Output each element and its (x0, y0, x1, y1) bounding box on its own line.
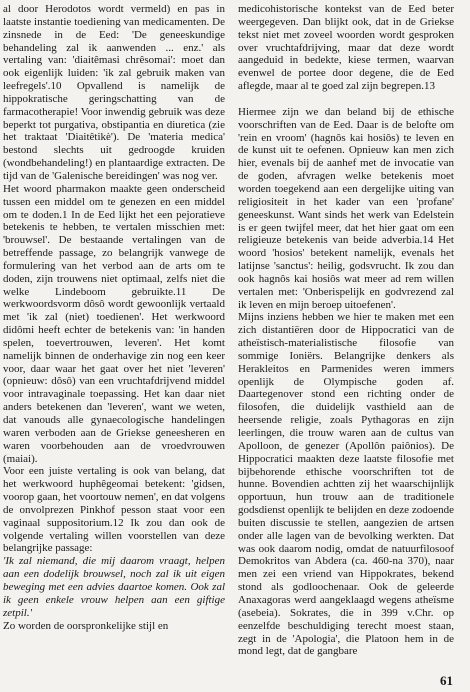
paragraph: Hiermee zijn we dan beland bij de ethische voorschriften van de Eed. Daar is de belofte om 'rein en vroom' (hagnôs kai hosiôs) te leven en de kunst uit te oefenen. Opnieuw kan men zich hier, evenals bij de aanhef met de invocatie van de goden, afvragen welke betekenis moet worden toegekend aan een dergelijke uiting van religiositeit in het kader van een 'profane' geneeskunst. Want sinds het werk van Edelstein is er geen twijfel meer, dat het hier gaat om een religieuze betekenis van beide adverbia.14 Het woord 'hosios' betekent namelijk, evenals het latijnse 'sanctus': heilig, godsvrucht. Ik zou dan ook hagnôs kai hosiôs wat meer ad rem willen vertalen met: 'Onberispelijk en godvrezend zal ik leven en mijn beroep uitoefenen'. (238, 105, 454, 311)
paragraph: Zo worden de oorspronkelijke stijl en (3, 619, 169, 632)
paragraph: al door Herodotos wordt vermeld) en pas in laatste instantie toediening van medicamenten. De zinsnede in de Eed: 'De geneeskundige behandeling zal ik aanwenden ... enz.' als vertaling van: 'diaitêmasi chrêsomai': moet dan ook eigenlijk luiden: 'ik zal gebruik maken van leefregels'.10 Opvallend is namelijk de hippokratische geringschatting van de farmacotherapie! Voor inwendig gebruik was deze beperkt tot purgativa, obstipantia en diuretica (zie het traktaat 'Diaitêtikè'). De 'materia medica' bestond slechts uit gedroogde kruiden (wondbehandeling!) en plantaardige extracten. De tijd van de 'Galenische bereidingen' was nog ver. (3, 3, 225, 182)
paragraph: Voor een juiste vertaling is ook van belang, dat het werkwoord huphêgeomai betekent: 'gidsen, voorop gaan, het voortouw nemen', en dat volgens de onvolprezen Pinkhof pesson staat voor een vaginaal suppositorium.12 Ik zou dan ook de volgende vertaling willen voorstellen van deze belangrijke passage: (3, 465, 225, 555)
quoted-translation: 'Ik zal niemand, die mij daarom vraagt, helpen aan een dodelijk brouwsel, noch zal ik uit eigen beweging met een advies daartoe komen. Ook zal ik geen enkele vrouw helpen aan een giftige zetpil.' (3, 555, 225, 619)
right-column (238, 3, 454, 658)
paragraph: medicohistorische kontekst van de Eed beter weergegeven. Dan blijkt ook, dat in de Griekse tekst niet met zoveel woorden wordt gesproken over vruchtafdrijving, maar dat deze wordt aangeduid in bedekte, kiese termen, waarvan evenwel de portee door degene, die de Eed aflegde, maar al te goed zal zijn begrepen.13 (238, 3, 454, 93)
paragraph-gap (238, 93, 454, 106)
paragraph: Het woord pharmakon maakte geen onderscheid tussen een middel om te genezen en een middel om te doden.1 In de Eed lijkt het een pejoratieve betekenis te hebben, te vertalen misschien met: 'brouwsel'. De bestaande vertalingen van de betreffende passage, zo belangrijk vanwege de formulering van het verbod aan de arts om te doden, zijn trouwens niet optimaal, zelfs niet die welke Lindeboom gebruikte.11 De werkwoordsvorm dôsô wordt gewoonlijk vertaald met 'ik zal (niet) toedienen'. Het werkwoord didômi heeft echter de betekenis van: 'in handen spelen, toevertrouwen, leveren'. Het komt namelijk binnen de onderhavige zin nog een keer voor, daar waar het gaat over het niet 'leveren' (opnieuw: dôsô) van een vruchtafdrijvend middel voor intravaginale toepassing. Het kan daar niet anders betekenen dan 'leveren', want we weten, dat vanouds alle gynaecologische handelingen waren verboden aan de Griekse geneesheren en waren voorbehouden aan de vroedvrouwen (maiai). (3, 182, 225, 465)
left-column (3, 3, 225, 632)
paragraph: Mijns inziens hebben we hier te maken met een zich distantiëren door de Hippocratici van de atheïstisch-materialistische filosofie van sommige Ioniërs. Belangrijke denkers als Herakleitos en Parmenides weren immers openlijk de Olympische goden af. Daartegenover stond een richting onder de filosofen, die duidelijk vasthield aan de heersende religie, zoals Pythagoras en zijn leerlingen, die trouw waren aan de cultus van Apolloon, de genezer (Apollôn paiônios). De Hippocratici maakten deze laatste filosofie met bijbehorende ethische voorschriften tot de hunne. Bovendien achtten zij het waarschijnlijk opportuun, hun trouw aan de traditionele godsdienst openlijk te belijden en deze zodoende buiten discussie te stellen, aangezien de artsen onder alle lagen van de bevolking werkten. Dat was ook daarom nodig, omdat de natuurfilosoof Demokritos van Abdera (ca. 460-na 370), naar men zei een vriend van Hippokrates, bekend stond als godloochenaar. Ook de geleerde Anaxagoras werd aangeklaagd wegens atheïsme (asebeia). Sokrates, die in 399 v.Chr. op eenzelfde beschuldiging terecht moest staan, zegt in de 'Apologia', die Platoon hem in de mond legt, dat de gangbare (238, 311, 454, 658)
page-number: 61 (440, 673, 453, 688)
